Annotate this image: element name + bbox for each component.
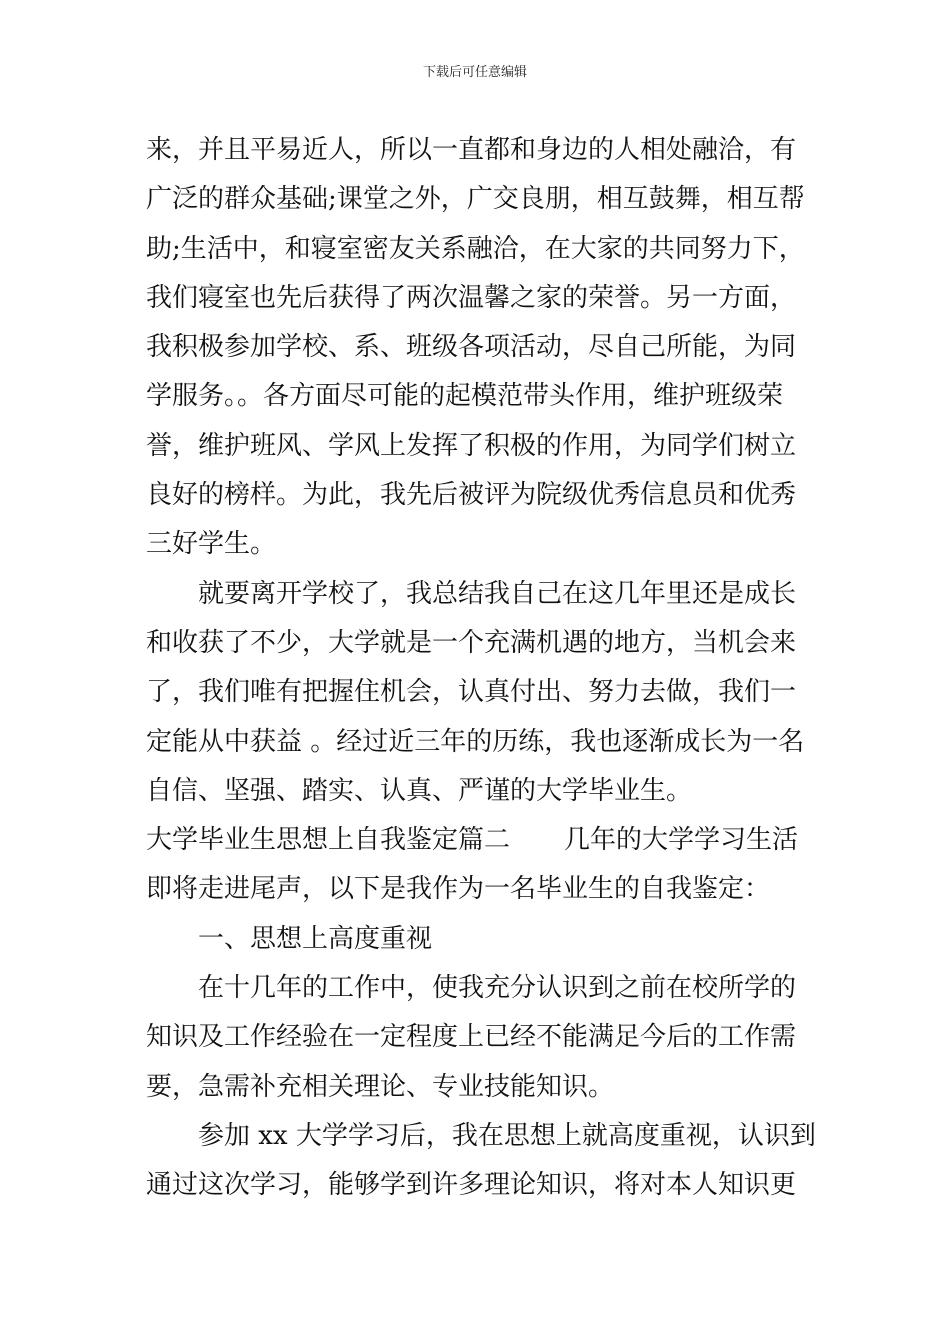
text-line: 自信、坚强、踏实、认真、严谨的大学毕业生。	[146, 775, 693, 806]
text-line: 我积极参加学校、系、班级各项活动，尽自己所能，为同	[146, 332, 797, 363]
text-line: 知识及工作经验在一定程度上已经不能满足今后的工作需	[146, 1022, 797, 1053]
text-line: 良好的榜样。为此，我先后被评为院级优秀信息员和优秀	[146, 480, 797, 511]
subheading: 一、思想上高度重视	[198, 923, 433, 954]
paragraph-first-line: 在十几年的工作中，使我充分认识到之前在校所学的	[198, 973, 797, 1004]
text-line-continued: 几年的大学学习生活	[564, 825, 799, 856]
text-line: 即将走进尾声，以下是我作为一名毕业生的自我鉴定：	[146, 874, 771, 905]
text-line: 学服务。。各方面尽可能的起模范带头作用，维护班级荣	[146, 381, 784, 412]
text-line: 要，急需补充相关理论、专业技能知识。	[146, 1071, 615, 1102]
text-line: 我们寝室也先后获得了两次温馨之家的荣誉。另一方面，	[146, 282, 797, 313]
text-line: 三好学生。	[146, 529, 277, 560]
text-line: 定能从中获益 。经过近三年的历练，我也逐渐成长为一名	[146, 726, 805, 757]
paragraph-first-line: 参加 xx 大学学习后，我在思想上就高度重视，认识到	[198, 1120, 816, 1151]
text-line: 广泛的群众基础;课堂之外，广交良朋，相互鼓舞，相互帮	[146, 184, 805, 215]
text-line: 来，并且平易近人，所以一直都和身边的人相处融洽，有	[146, 135, 797, 165]
section-title: 大学毕业生思想上自我鉴定篇二	[146, 825, 511, 856]
text-line: 誉，维护班风、学风上发挥了积极的作用，为同学们树立	[146, 430, 797, 461]
text-line: 助;生活中，和寝室密友关系融洽，在大家的共同努力下，	[146, 233, 805, 264]
document-body	[146, 126, 816, 1211]
page-header: 下载后可任意编辑	[422, 65, 527, 80]
text-line: 了，我们唯有把握住机会，认真付出、努力去做，我们一	[146, 677, 797, 708]
paragraph-first-line: 就要离开学校了，我总结我自己在这几年里还是成长	[198, 578, 797, 609]
text-line: 和收获了不少，大学就是一个充满机遇的地方，当机会来	[146, 627, 797, 658]
section-heading-line	[146, 816, 816, 865]
text-line: 通过这次学习，能够学到许多理论知识，将对本人知识更	[146, 1170, 797, 1201]
